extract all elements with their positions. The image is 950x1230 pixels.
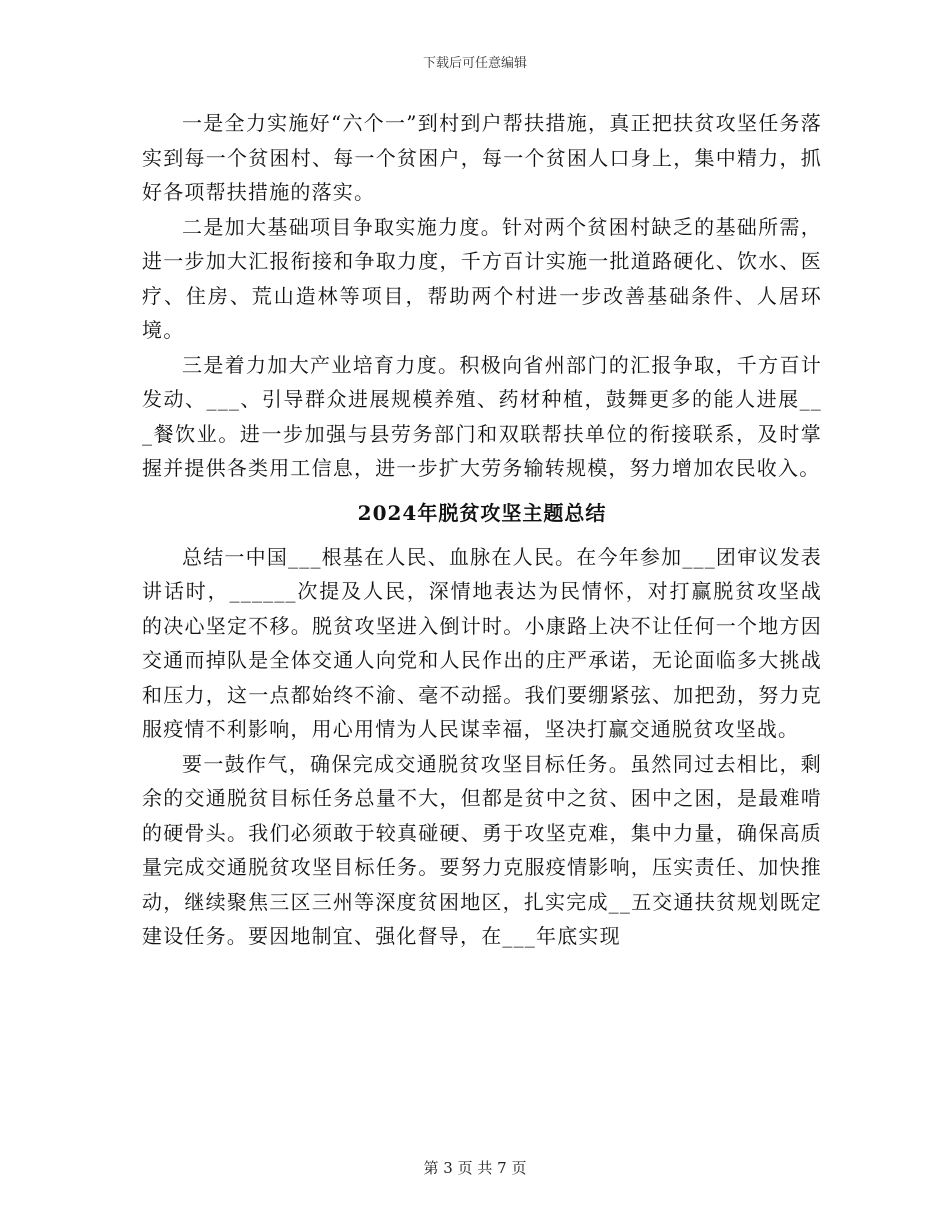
- document-body: [142, 106, 822, 954]
- paragraph-summary-intro: 总结一中国___根基在人民、血脉在人民。在今年参加___团审议发表讲话时，______次提及人民，深情地表达为民情怀，对打赢脱贫攻坚战的决心坚定不移。脱贫攻坚进入倒计时。小康路上决不让任何一个地方因交通而掉队是全体交通人向党和人民作出的庄严承诺，无论面临多大挑战和压力，这一点都始终不渝、毫不动摇。我们要绷紧弦、加把劲，努力克服疫情不利影响，用心用情为人民谋幸福，坚决打赢交通脱贫攻坚战。: [142, 544, 822, 741]
- paragraph-measure-two: 二是加大基础项目争取实施力度。针对两个贫困村缺乏的基础所需，进一步加大汇报衔接和争取力度，千方百计实施一批道路硬化、饮水、医疗、住房、荒山造林等项目，帮助两个村进一步改善基础条件、人居环境。: [142, 214, 822, 342]
- paragraph-measure-one: 一是全力实施好“六个一”到村到户帮扶措施，真正把扶贫攻坚任务落实到每一个贫困村、每一个贫困户，每一个贫困人口身上，集中精力，抓好各项帮扶措施的落实。: [142, 111, 822, 204]
- paragraph-summary-goal: 要一鼓作气，确保完成交通脱贫攻坚目标任务。虽然同过去相比，剩余的交通脱贫目标任务总量不大，但都是贫中之贫、困中之困，是最难啃的硬骨头。我们必须敢于较真碰硬、勇于攻坚克难，集中力量，确保高质量完成交通脱贫攻坚目标任务。要努力克服疫情影响，压实责任、加快推动，继续聚焦三区三州等深度贫困地区，扎实完成__五交通扶贫规划既定建设任务。要因地制宜、强化督导，在___年底实现: [142, 751, 822, 948]
- page-number: 第 3 页 共 7 页: [423, 1159, 527, 1177]
- header-note: 下载后可任意编辑: [422, 56, 527, 71]
- section-title: 2024年脱贫攻坚主题总结: [357, 500, 607, 525]
- paragraph-measure-three: 三是着力加大产业培育力度。积极向省州部门的汇报争取，千方百计发动、___、引导群众进展规模养殖、药材种植，鼓舞更多的能人进展___餐饮业。进一步加强与县劳务部门和双联帮扶单位的衔接联系，及时掌握并提供各类用工信息，进一步扩大劳务输转规模，努力增加农民收入。: [142, 352, 822, 480]
